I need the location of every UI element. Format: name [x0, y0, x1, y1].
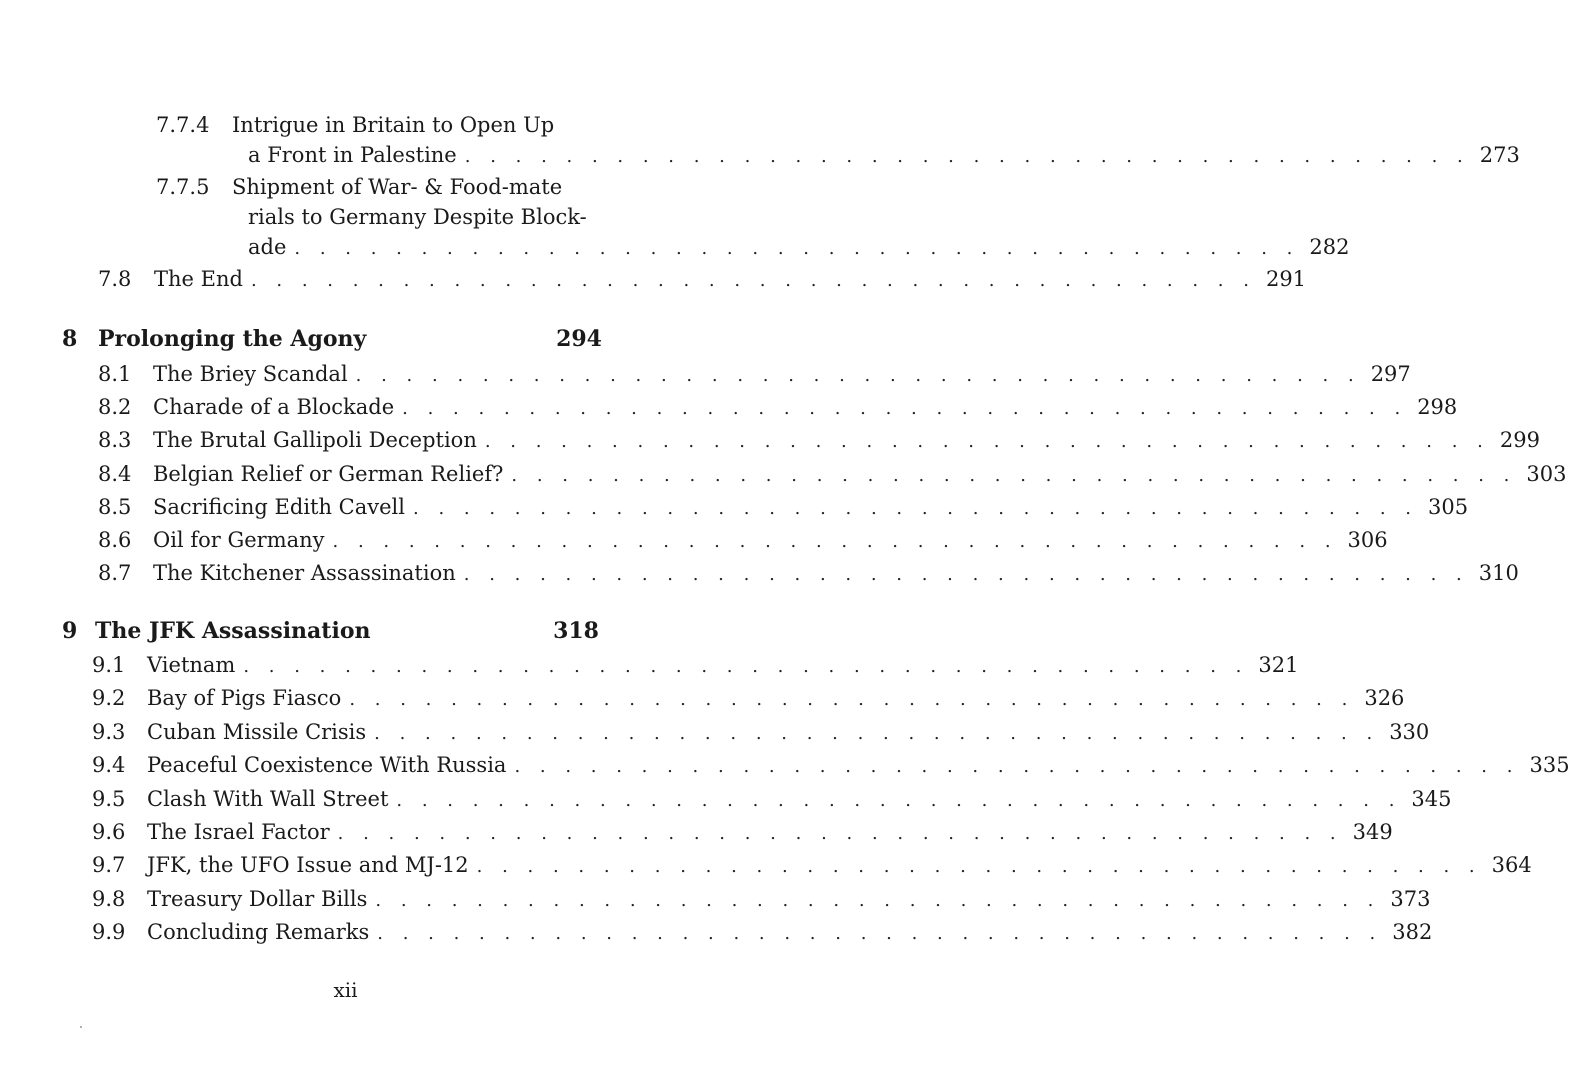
section-number: 9.7 — [92, 853, 126, 878]
chapter-title: Prolonging the Agony — [98, 326, 367, 352]
page-number: 330 — [1389, 719, 1430, 744]
page-number: 305 — [1428, 494, 1469, 519]
toc-entry-line — [147, 819, 1393, 847]
page-number: 306 — [1347, 528, 1388, 552]
section-number: 7.7.5 — [156, 175, 210, 199]
section-title: Peaceful Coexistence With Russia — [147, 753, 507, 778]
section-title: Cuban Missile Crisis — [147, 719, 367, 744]
page-number: 326 — [1364, 686, 1405, 711]
section-number: 9.2 — [92, 686, 126, 711]
toc-entry-line — [147, 886, 1431, 914]
dot-leader: . . . . . . . . . . . . . . . . . . . . . . . . . . . . . . . . . . . . . . . . — [349, 689, 1355, 711]
page-number: 299 — [1499, 428, 1540, 453]
chapter-page-number: 294 — [556, 326, 602, 352]
section-title: Shipment of War- & Food-mate — [232, 175, 563, 199]
toc-entry-line — [147, 919, 1433, 947]
toc-entry-line — [147, 786, 1452, 814]
toc-entry-line — [147, 652, 1299, 680]
page-number: 321 — [1258, 653, 1299, 677]
dot-leader: . . . . . . . . . . . . . . . . . . . . . . . . . . . . . . . . . . . . . . . . — [413, 497, 1419, 519]
chapter-number: 9 — [62, 618, 78, 644]
chapter-heading — [95, 618, 599, 644]
dot-leader: . . . . . . . . . . . . . . . . . . . . . . . . . . . . . . . . . . . . . . . . — [243, 656, 1249, 677]
section-title: The Brutal Gallipoli Deception — [153, 428, 477, 453]
toc-entry-line — [153, 394, 1458, 422]
toc-entry-line — [232, 174, 602, 200]
page-number: 273 — [1479, 143, 1520, 167]
page-number: 349 — [1352, 820, 1393, 844]
section-title: Intrigue in Britain to Open Up — [232, 113, 555, 137]
dot-leader: . . . . . . . . . . . . . . . . . . . . . . . . . . . . . . . . . . . . . . . . — [250, 270, 1256, 291]
toc-entry-line — [232, 112, 602, 138]
dot-leader: . . . . . . . . . . . . . . . . . . . . . . . . . . . . . . . . . . . . . . . . — [402, 398, 1408, 420]
page-number: 291 — [1265, 267, 1307, 291]
section-title: Belgian Relief or German Relief? — [153, 461, 504, 486]
section-number: 9.1 — [92, 653, 126, 677]
dot-leader: . . . . . . . . . . . . . . . . . . . . . . . . . . . . . . . . . . . . . . . . — [332, 531, 1338, 552]
section-title: The Israel Factor — [147, 820, 330, 844]
dot-leader: . . . . . . . . . . . . . . . . . . . . . . . . . . . . . . . . . . . . . . . . — [374, 722, 1380, 744]
paper-speck — [80, 1026, 82, 1028]
page-number: 310 — [1478, 561, 1519, 586]
section-number: 9.8 — [92, 886, 126, 911]
page-number: 297 — [1370, 362, 1411, 386]
section-title: The Kitchener Assassination — [153, 561, 456, 586]
toc-entry-line — [248, 234, 1350, 262]
section-number: 8.4 — [98, 461, 132, 486]
chapter-number: 8 — [62, 326, 78, 352]
section-number: 9.5 — [92, 786, 126, 811]
dot-leader: . . . . . . . . . . . . . . . . . . . . . . . . . . . . . . . . . . . . . . . . — [484, 431, 1490, 453]
page-number: 345 — [1411, 786, 1452, 811]
section-title: Oil for Germany — [153, 528, 325, 552]
section-title: Charade of a Blockade — [153, 395, 395, 420]
toc-entry-line — [154, 266, 1307, 294]
page-number: 335 — [1529, 753, 1570, 778]
dot-leader: . . . . . . . . . . . . . . . . . . . . . . . . . . . . . . . . . . . . . . . . — [294, 238, 1300, 259]
section-title: Bay of Pigs Fiasco — [147, 686, 342, 711]
dot-leader: . . . . . . . . . . . . . . . . . . . . . . . . . . . . . . . . . . . . . . . . — [464, 146, 1470, 167]
section-number: 7.7.4 — [156, 113, 210, 137]
page-number: 282 — [1309, 235, 1350, 259]
dot-leader: . . . . . . . . . . . . . . . . . . . . . . . . . . . . . . . . . . . . . . . . — [377, 923, 1383, 945]
toc-entry-line — [147, 752, 1570, 780]
section-number: 8.6 — [98, 528, 132, 552]
chapter-title: The JFK Assassination — [95, 618, 371, 644]
section-number: 8.7 — [98, 561, 132, 586]
toc-entry-line — [153, 494, 1469, 522]
section-title: Treasury Dollar Bills — [147, 886, 368, 911]
toc-entry-line — [153, 560, 1519, 588]
section-number: 9.3 — [92, 719, 126, 744]
toc-entry-line — [153, 427, 1540, 455]
chapter-page-number: 318 — [553, 618, 599, 644]
dot-leader: . . . . . . . . . . . . . . . . . . . . . . . . . . . . . . . . . . . . . . . . — [375, 889, 1381, 911]
page-number: 298 — [1417, 395, 1458, 420]
toc-entry-line — [147, 852, 1532, 880]
dot-leader: . . . . . . . . . . . . . . . . . . . . . . . . . . . . . . . . . . . . . . . . — [396, 789, 1402, 811]
dot-leader: . . . . . . . . . . . . . . . . . . . . . . . . . . . . . . . . . . . . . . . . — [511, 464, 1517, 486]
section-number: 8.2 — [98, 395, 132, 420]
section-number: 9.4 — [92, 753, 126, 778]
section-title: rials to Germany Despite Block- — [248, 205, 587, 229]
section-number: 8.3 — [98, 428, 132, 453]
dot-leader: . . . . . . . . . . . . . . . . . . . . . . . . . . . . . . . . . . . . . . . . — [463, 564, 1469, 586]
section-number: 9.9 — [92, 920, 126, 945]
dot-leader: . . . . . . . . . . . . . . . . . . . . . . . . . . . . . . . . . . . . . . . . — [514, 756, 1520, 778]
toc-entry-line — [147, 719, 1430, 747]
dot-leader: . . . . . . . . . . . . . . . . . . . . . . . . . . . . . . . . . . . . . . . . — [355, 365, 1361, 386]
page-number: 373 — [1390, 886, 1431, 911]
toc-entry-line — [153, 527, 1388, 555]
section-title: JFK, the UFO Issue and MJ-12 — [147, 853, 469, 878]
dot-leader: . . . . . . . . . . . . . . . . . . . . . . . . . . . . . . . . . . . . . . . . — [476, 856, 1482, 878]
page-number: 303 — [1526, 461, 1567, 486]
chapter-heading — [98, 326, 602, 352]
section-title: Sacrificing Edith Cavell — [153, 494, 405, 519]
section-number: 9.6 — [92, 820, 126, 844]
folio: xii — [333, 978, 358, 1002]
section-title: The End — [154, 267, 243, 291]
section-title: a Front in Palestine — [248, 143, 457, 167]
section-title: Clash With Wall Street — [147, 786, 389, 811]
section-title: Concluding Remarks — [147, 920, 370, 945]
toc-entry-line — [248, 204, 602, 230]
toc-entry-line — [147, 685, 1405, 713]
section-number: 8.5 — [98, 494, 132, 519]
section-title: The Briey Scandal — [153, 362, 348, 386]
toc-entry-line — [248, 142, 1520, 170]
section-number: 7.8 — [98, 267, 132, 291]
toc-entry-line — [153, 361, 1411, 389]
section-number: 8.1 — [98, 362, 132, 386]
section-title: ade — [248, 235, 287, 259]
page-number: 382 — [1392, 920, 1433, 945]
page-number: 364 — [1491, 853, 1532, 878]
toc-entry-line — [153, 461, 1567, 489]
dot-leader: . . . . . . . . . . . . . . . . . . . . . . . . . . . . . . . . . . . . . . . . — [337, 823, 1343, 844]
section-title: Vietnam — [147, 653, 236, 677]
